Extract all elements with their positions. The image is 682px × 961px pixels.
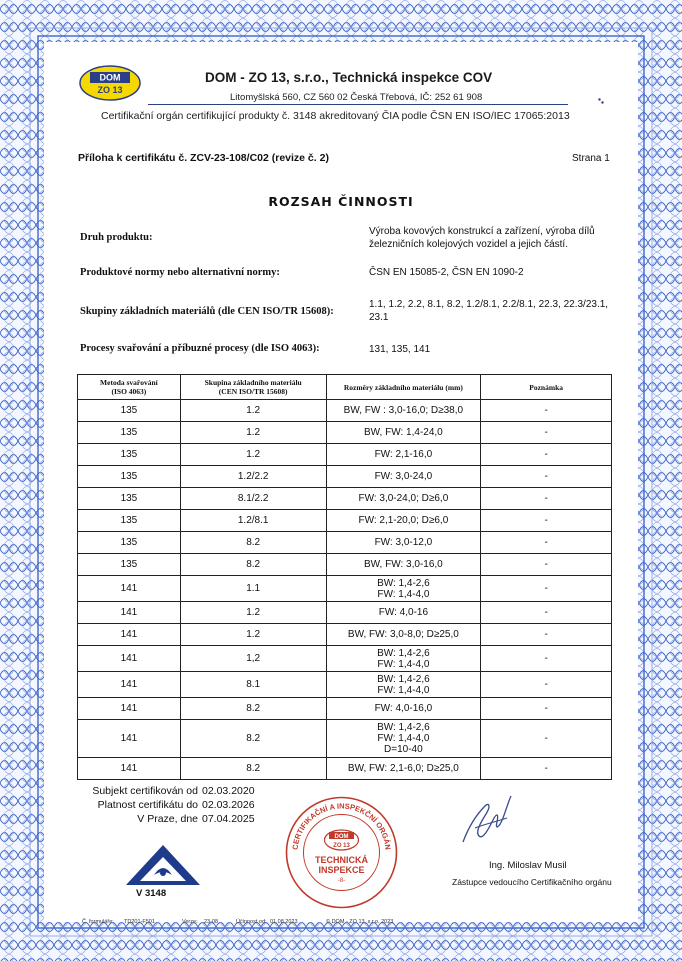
material-groups-value: 1.1, 1.2, 2.2, 8.1, 8.2, 1.2/8.1, 2.2/8.1, 22.3, 22.3/23.1, 23.1 bbox=[369, 299, 609, 323]
validity-labels bbox=[80, 784, 198, 826]
welding-processes-value: 131, 135, 141 bbox=[369, 344, 431, 355]
annex-title: Příloha k certifikátu č. ZCV-23-108/C02 (revize č. 2) bbox=[78, 152, 329, 164]
table-header-row bbox=[78, 375, 612, 400]
header-ornament-icon bbox=[598, 98, 604, 104]
table-row: 135 1.2/8.1 FW: 2,1-20,0; D≥6,0 - bbox=[78, 510, 612, 532]
table-row: 141 1,2 BW: 1,4-2,6 FW: 1,4-4,0 - bbox=[78, 646, 612, 672]
header-rule bbox=[148, 104, 568, 105]
version-value: 23-08 bbox=[204, 919, 219, 925]
stamp-line-2: INSPEKCE bbox=[318, 865, 365, 875]
effective-value: 01.08.2023 bbox=[270, 919, 298, 925]
valid-until-label: Platnost certifikátu do bbox=[97, 799, 198, 811]
stamp-line-1: TECHNICKÁ bbox=[315, 855, 368, 865]
header-note: Poznámka bbox=[481, 375, 612, 400]
table-row: 141 1.1 BW: 1,4-2,6 FW: 1,4-4,0 - bbox=[78, 576, 612, 602]
signature-icon bbox=[455, 792, 515, 850]
table-row: 141 1.2 FW: 4,0-16 - bbox=[78, 602, 612, 624]
signer-name: Ing. Miloslav Musil bbox=[489, 860, 567, 871]
product-type-value: Výroba kovových konstrukcí a zařízení, výroba dílů železničních kolejových vozidel a jejich částí. bbox=[369, 226, 595, 250]
form-number-label: Č. formuláře: bbox=[82, 919, 114, 925]
table-row: 135 1.2 FW: 2,1-16,0 - bbox=[78, 444, 612, 466]
version-label: Verze: bbox=[182, 919, 198, 925]
effective-label: Účinnost od: bbox=[236, 919, 267, 925]
accreditation-line: Certifikační orgán certifikující produkty č. 3148 akreditovaný ČIA podle ČSN EN ISO/IEC 17065:2013 bbox=[101, 110, 570, 122]
table-row: 141 1.2 BW, FW: 3,0-8,0; D≥25,0 - bbox=[78, 624, 612, 646]
place-date-value: 07.04.2025 bbox=[202, 813, 255, 825]
page-number: Strana 1 bbox=[572, 153, 610, 164]
validity-values bbox=[202, 784, 255, 826]
form-number: TD201-F501 bbox=[124, 919, 155, 925]
place-date-label: V Praze, dne bbox=[137, 813, 198, 825]
table-row: 141 8.2 FW: 4,0-16,0 - bbox=[78, 698, 612, 720]
section-title: ROZSAH ČINNOSTI bbox=[268, 194, 414, 209]
valid-until-value: 02.03.2026 bbox=[202, 799, 255, 811]
table-row: 141 8.2 BW, FW: 2,1-6,0; D≥25,0 - bbox=[78, 758, 612, 780]
stamp-ring-text: CERTIFIKAČNÍ A INSPEKČNÍ ORGÁN bbox=[290, 801, 393, 851]
certified-since-value: 02.03.2020 bbox=[202, 785, 255, 797]
signer-role: Zástupce vedoucího Certifikačního orgánu bbox=[452, 877, 612, 887]
logo-text-top: DOM bbox=[99, 72, 121, 83]
stamp-logo-top: DOM bbox=[334, 833, 349, 840]
table-row: 141 8.2 BW: 1,4-2,6 FW: 1,4-4,0 D=10-40 - bbox=[78, 720, 612, 758]
scope-table bbox=[77, 374, 612, 780]
copyright: © DOM - ZO 13, s.r.o. 2023 bbox=[326, 919, 394, 925]
logo-text-bottom: ZO 13 bbox=[97, 85, 123, 95]
stamp-logo-bottom: ZO 13 bbox=[333, 843, 350, 849]
table-row: 135 1.2 BW, FW : 3,0-16,0; D≥38,0 - bbox=[78, 400, 612, 422]
table-row: 135 8.1/2.2 FW: 3,0-24,0; D≥6,0 - bbox=[78, 488, 612, 510]
header-material-group: Skupina základního materiálu (CEN ISO/TR 15608) bbox=[180, 375, 326, 400]
table-row: 135 1.2 BW, FW: 1,4-24,0 - bbox=[78, 422, 612, 444]
header-dimensions: Rozměry základního materiálu (mm) bbox=[326, 375, 481, 400]
material-groups-label: Skupiny základních materiálů (dle CEN ISO/TR 15608): bbox=[80, 306, 334, 317]
header-method: Metoda svařování (ISO 4063) bbox=[78, 375, 181, 400]
welding-processes-label: Procesy svařování a příbuzné procesy (dle ISO 4063): bbox=[80, 343, 320, 354]
table-row: 135 8.2 FW: 3,0-12,0 - bbox=[78, 532, 612, 554]
product-standards-label: Produktové normy nebo alternativní normy: bbox=[80, 267, 280, 278]
company-name: DOM - ZO 13, s.r.o., Technická inspekce COV bbox=[205, 70, 493, 85]
table-row: 135 8.2 BW, FW: 3,0-16,0 - bbox=[78, 554, 612, 576]
company-logo bbox=[78, 64, 142, 102]
table-row: 135 1.2/2.2 FW: 3,0-24,0 - bbox=[78, 466, 612, 488]
certified-since-label: Subjekt certifikován od bbox=[92, 785, 198, 797]
table-row: 141 8.1 BW: 1,4-2,6 FW: 1,4-4,0 - bbox=[78, 672, 612, 698]
certification-mark-label: V 3148 bbox=[136, 888, 167, 899]
official-stamp bbox=[284, 795, 399, 910]
company-address: Litomyšlská 560, CZ 560 02 Česká Třebová, IČ: 252 61 908 bbox=[230, 92, 483, 103]
product-type-label: Druh produktu: bbox=[80, 232, 153, 243]
product-standards-value: ČSN EN 15085-2, ČSN EN 1090-2 bbox=[369, 267, 524, 278]
stamp-line-3: -8- bbox=[337, 878, 346, 884]
